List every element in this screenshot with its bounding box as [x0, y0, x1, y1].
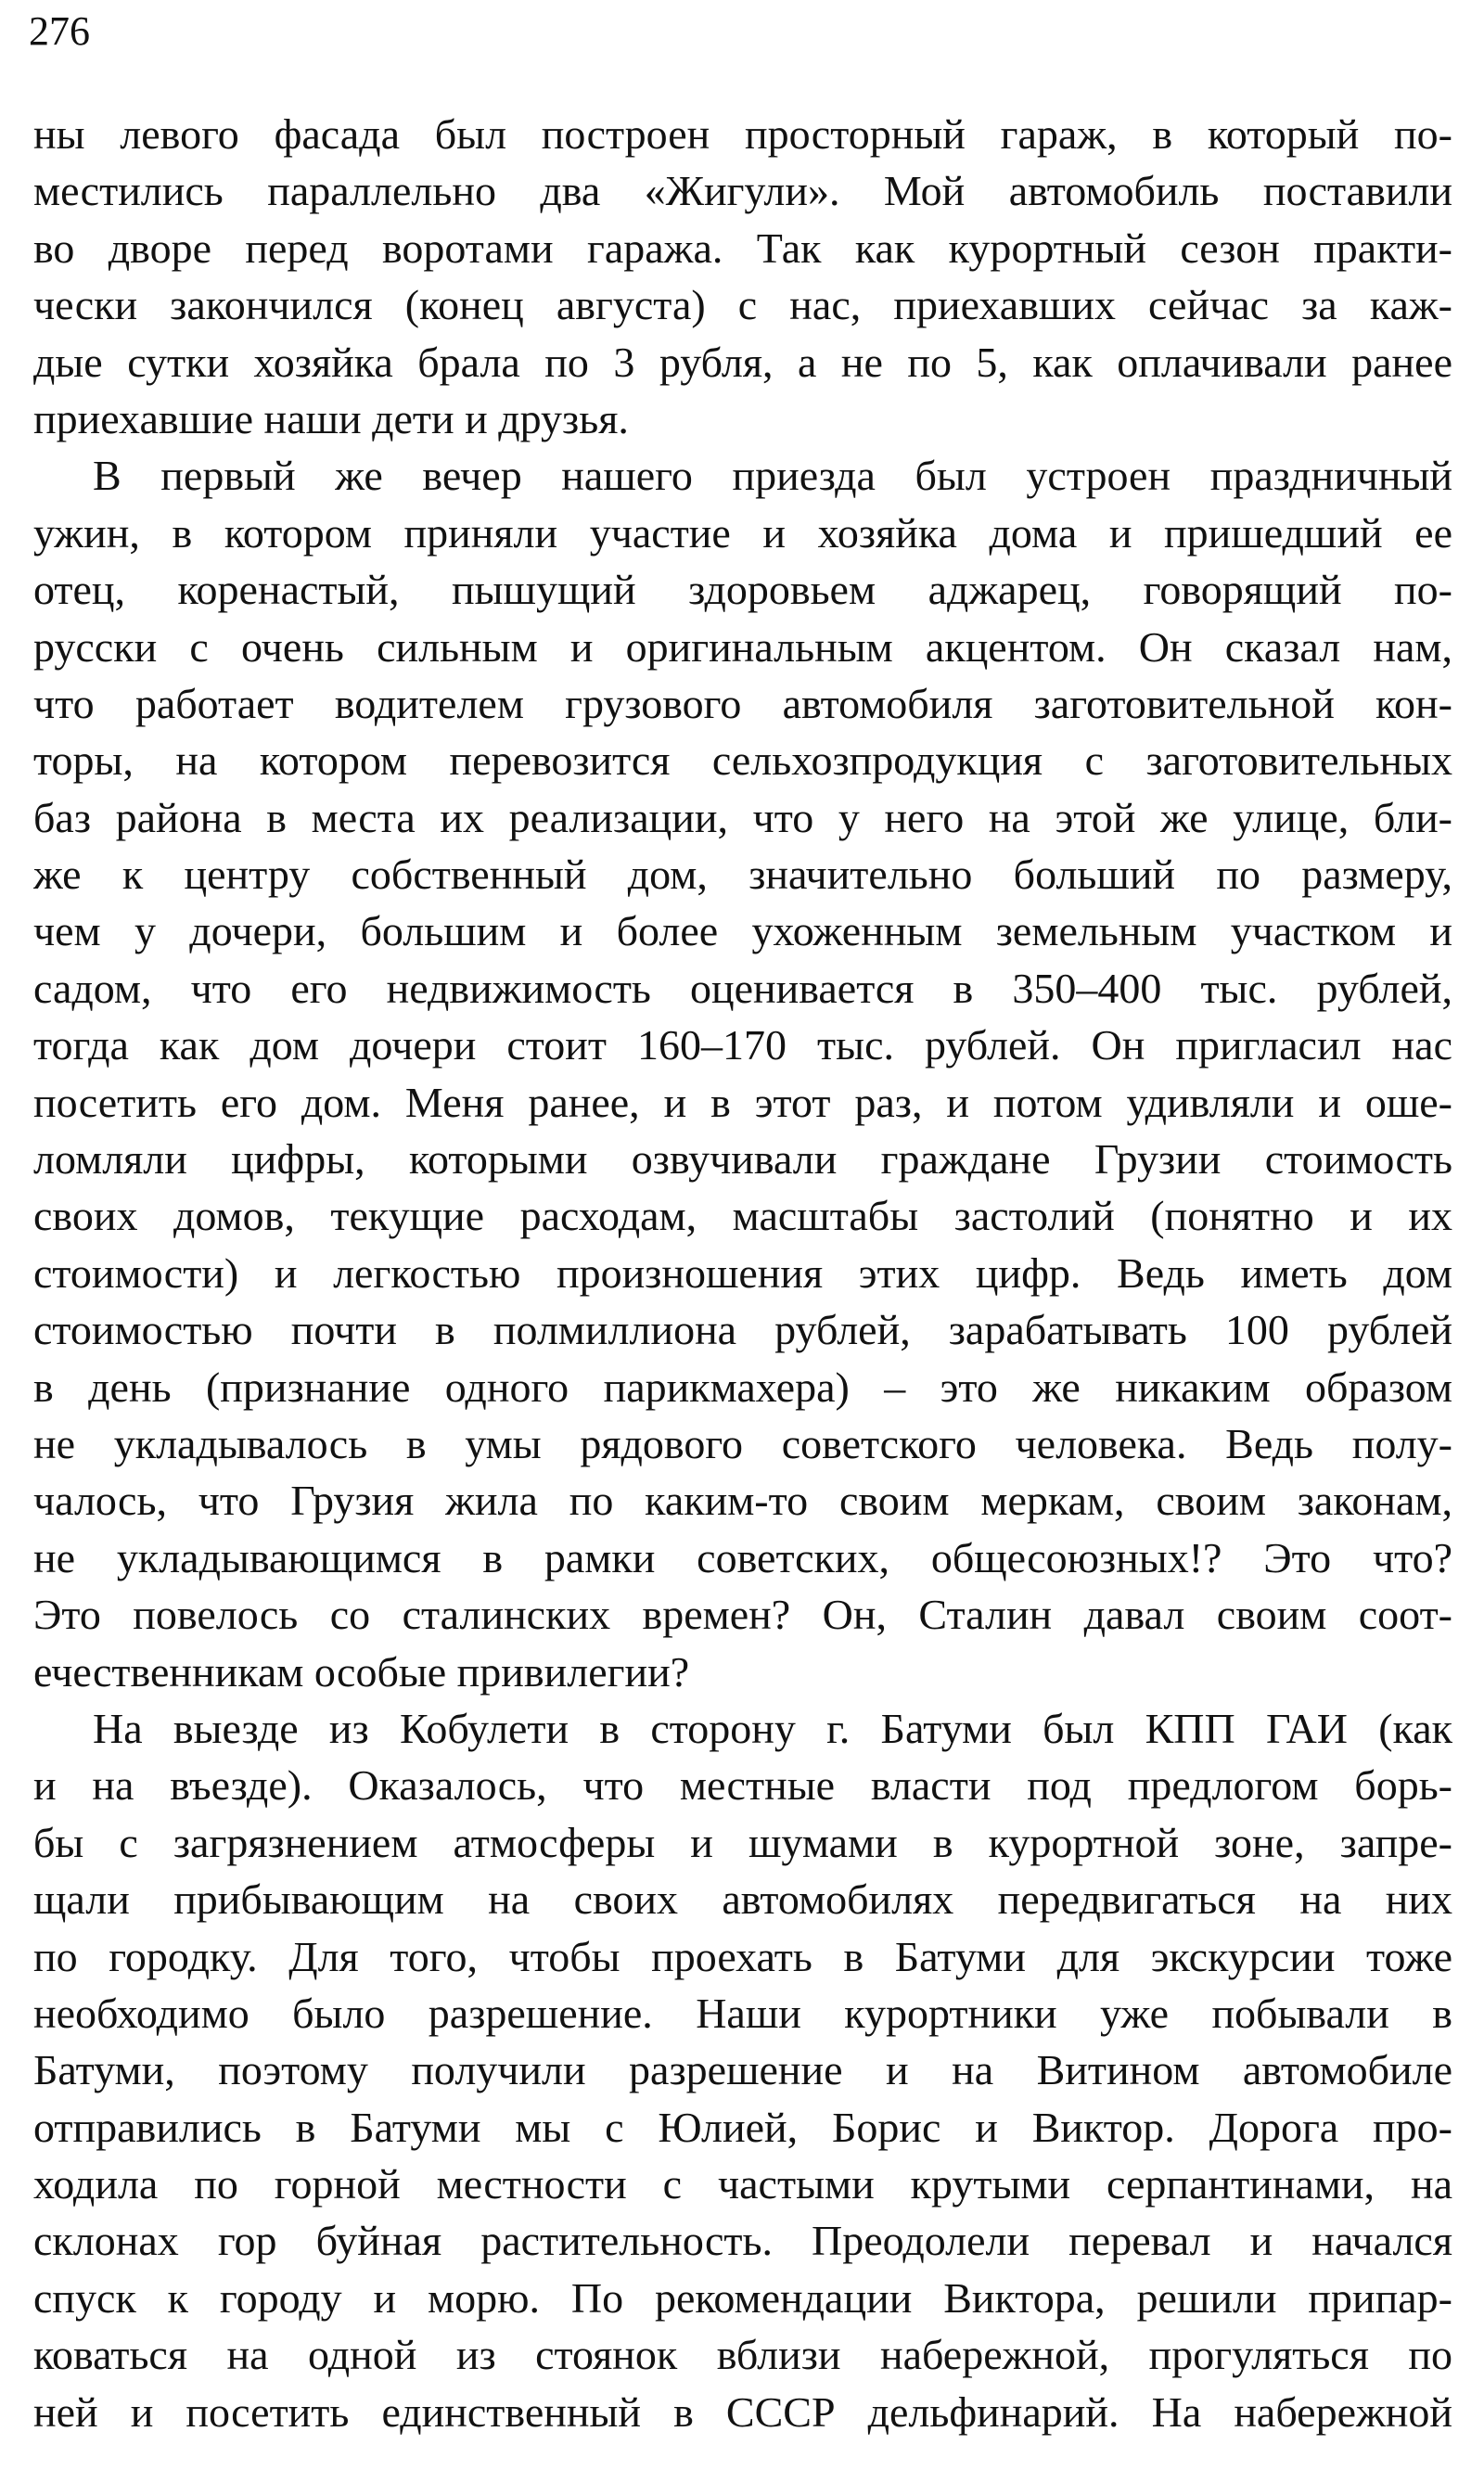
text-line: ужин, в котором приняли участие и хозяйка дома и пришедший ее [33, 508, 1452, 557]
text-line: необходимо было разрешение. Наши курортники уже побывали в [33, 1989, 1452, 2037]
text-line: стоимости) и легкостью произношения этих цифр. Ведь иметь дом [33, 1248, 1452, 1297]
page-number: 276 [29, 8, 90, 54]
text-line: баз района в места их реализации, что у него на этой же улице, бли- [33, 793, 1452, 841]
paragraph-1 [33, 106, 1452, 447]
text-line: и на въезде). Оказалось, что местные власти под предлогом борь- [33, 1761, 1452, 1810]
text-line: садом, что его недвижимость оценивается в 350–400 тыс. рублей, [33, 964, 1452, 1012]
text-line: ломляли цифры, которыми озвучивали граждане Грузии стоимость [33, 1135, 1452, 1184]
text-line: спуск к городу и морю. По рекомендации Виктора, решили припар- [33, 2273, 1452, 2322]
text-line: по городку. Для того, чтобы проехать в Батуми для экскурсии тоже [33, 1932, 1452, 1980]
text-line: торы, на котором перевозится сельхозпродукция с заготовительных [33, 736, 1452, 785]
text-line: посетить его дом. Меня ранее, и в этот раз, и потом удивляли и оше- [33, 1078, 1452, 1126]
text-line: бы с загрязнением атмосферы и шумами в курортной зоне, запре- [33, 1818, 1452, 1866]
text-line: ходила по горной местности с частыми крутыми серпантинами, на [33, 2160, 1452, 2208]
text-line: не укладывалось в умы рядового советского человека. Ведь полу- [33, 1419, 1452, 1467]
text-line: не укладывающимся в рамки советских, общесоюзных!? Это что? [33, 1533, 1452, 1581]
text-line: коваться на одной из стоянок вблизи набережной, прогуляться по [33, 2331, 1452, 2379]
text-line: чески закончился (конец августа) с нас, приехавших сейчас за каж- [33, 281, 1452, 329]
text-line: местились параллельно два «Жигули». Мой автомобиль поставили [33, 167, 1452, 215]
text-line: отец, коренастый, пышущий здоровьем аджарец, говорящий по- [33, 566, 1452, 614]
text-line: своих домов, текущие расходам, масштабы застолий (понятно и их [33, 1192, 1452, 1240]
text-line: во дворе перед воротами гаража. Так как курортный сезон практи- [33, 224, 1452, 272]
text-line: В первый же вечер нашего приезда был устроен праздничный [93, 452, 1452, 500]
text-line: Батуми, поэтому получили разрешение и на Витином автомобиле [33, 2046, 1452, 2094]
text-line: ней и посетить единственный в СССР дельфинарий. На набережной [33, 2387, 1452, 2436]
text-line: стоимостью почти в полмиллиона рублей, зарабатывать 100 рублей [33, 1306, 1452, 1354]
text-line: На выезде из Кобулети в сторону г. Батуми был КПП ГАИ (как [93, 1704, 1452, 1752]
text-line: склонах гор буйная растительность. Преодолели перевал и начался [33, 2217, 1452, 2265]
text-line: русски с очень сильным и оригинальным акцентом. Он сказал нам, [33, 622, 1452, 671]
text-line: тогда как дом дочери стоит 160–170 тыс. рублей. Он пригласил нас [33, 1021, 1452, 1069]
text-line: же к центру собственный дом, значительно больший по размеру, [33, 851, 1452, 899]
paragraph-3 [33, 1700, 1452, 2440]
text-line: в день (признание одного парикмахера) – это же никаким образом [33, 1363, 1452, 1411]
body-text [33, 106, 1452, 2440]
text-line: Это повелось со сталинских времен? Он, Сталин давал своим соот- [33, 1591, 1452, 1639]
text-line: отправились в Батуми мы с Юлией, Борис и Виктор. Дорога про- [33, 2103, 1452, 2151]
text-line: чем у дочери, большим и более ухоженным земельным участком и [33, 907, 1452, 955]
text-line: что работает водителем грузового автомобиля заготовительной кон- [33, 679, 1452, 727]
text-line: приехавшие наши дети и друзья. [33, 394, 629, 442]
text-line: ечественникам особые привилегии? [33, 1647, 690, 1696]
text-line: щали прибывающим на своих автомобилях передвигаться на них [33, 1875, 1452, 1924]
text-line: чалось, что Грузия жила по каким-то своим меркам, своим законам, [33, 1477, 1452, 1525]
paragraph-2 [33, 447, 1452, 1700]
text-line: дые сутки хозяйка брала по 3 рубля, а не по 5, как оплачивали ранее [33, 338, 1452, 386]
text-line: ны левого фасада был построен просторный гараж, в который по- [33, 110, 1452, 158]
